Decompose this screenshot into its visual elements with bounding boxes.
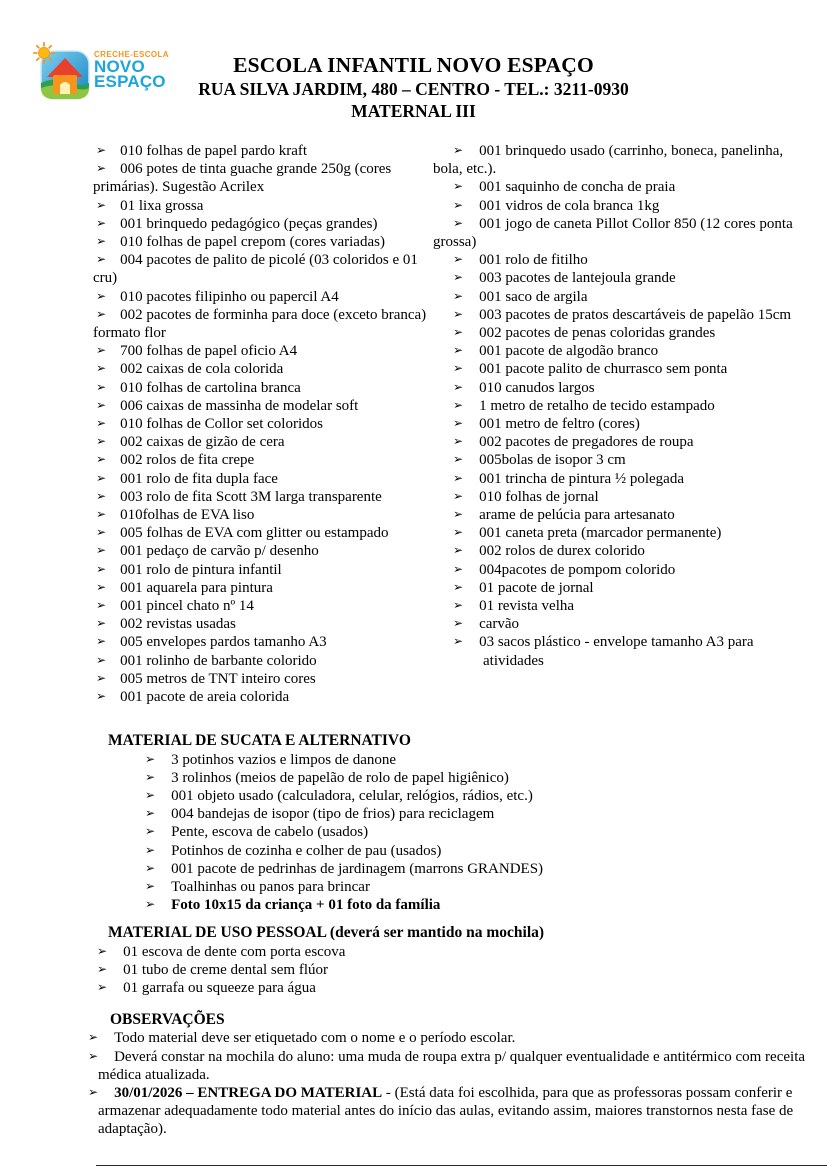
arrow-bullet-icon: ➢ (453, 543, 464, 558)
arrow-bullet-icon: ➢ (96, 343, 107, 358)
list-item-text: 002 caixas de gizão de cera (120, 434, 285, 451)
list-item-text: 010 folhas de cartolina branca (120, 379, 301, 396)
arrow-bullet-icon: ➢ (97, 961, 108, 976)
list-item (433, 251, 795, 269)
arrow-bullet-icon: ➢ (145, 806, 156, 821)
arrow-bullet-icon: ➢ (96, 543, 107, 558)
arrow-bullet-icon: ➢ (96, 306, 107, 321)
list-item-text: 3 potinhos vazios e limpos de danone (171, 751, 397, 768)
section-uso-pessoal-title: MATERIAL DE USO PESSOAL (deverá ser mantido na mochila) (108, 924, 545, 942)
list-item-text: Todo material deve ser etiquetado com o nome e o período escolar. (114, 1030, 516, 1047)
list-item (433, 415, 795, 433)
list-item (88, 1048, 813, 1084)
list-item-text: 005 folhas de EVA com glitter ou estampado (120, 525, 389, 542)
arrow-bullet-icon: ➢ (145, 860, 156, 875)
list-item (433, 433, 795, 451)
list-item-text: 001 pacote de algodão branco (479, 343, 659, 360)
list-item (433, 506, 795, 524)
list-item (93, 524, 433, 542)
arrow-bullet-icon: ➢ (145, 897, 156, 912)
arrow-bullet-icon: ➢ (453, 270, 464, 285)
list-item-text: 01 pacote de jornal (479, 579, 594, 596)
list-item-text: 006 caixas de massinha de modelar soft (120, 397, 359, 414)
arrow-bullet-icon: ➢ (453, 325, 464, 340)
list-item (433, 579, 795, 597)
list-item (433, 269, 795, 287)
list-item-text: 001 aquarela para pintura (120, 579, 273, 596)
arrow-bullet-icon: ➢ (96, 507, 107, 522)
arrow-bullet-icon: ➢ (96, 161, 107, 176)
list-item (433, 342, 795, 360)
list-item-text: 010 folhas de papel pardo kraft (120, 143, 308, 159)
arrow-bullet-icon: ➢ (453, 397, 464, 412)
arrow-bullet-icon: ➢ (453, 470, 464, 485)
logo-tagline: CRECHE-ESCOLA (94, 50, 169, 59)
list-item-text: Foto 10x15 da criança + 01 foto da família (171, 897, 441, 914)
list-item-text: 002 pacotes de forminha para doce (exceto branca) formato flor (93, 306, 427, 342)
school-logo (38, 46, 169, 102)
list-item-text: 004pacotes de pompom colorido (479, 561, 676, 578)
list-item-text: 006 potes de tinta guache grande 250g (cores primárias). Sugestão Acrilex (93, 161, 392, 196)
list-item (93, 488, 433, 506)
list-item-text: 002 revistas usadas (120, 616, 236, 633)
arrow-bullet-icon: ➢ (96, 634, 107, 649)
list-item (108, 805, 807, 823)
arrow-bullet-icon: ➢ (96, 361, 107, 376)
list-item-text: 001 rolinho de barbante colorido (120, 652, 317, 669)
list-item (433, 397, 795, 415)
list-item (108, 896, 807, 914)
list-item (93, 652, 433, 670)
list-item (95, 979, 807, 997)
logo-badge (38, 46, 90, 102)
list-item (93, 506, 433, 524)
arrow-bullet-icon: ➢ (453, 379, 464, 394)
list-item-text: 002 caixas de cola colorida (120, 361, 284, 378)
school-address: RUA SILVA JARDIM, 480 – CENTRO - TEL.: 3211-0930 (198, 79, 629, 99)
list-item-text: 001 objeto usado (calculadora, celular, relógios, rádios, etc.) (171, 787, 533, 804)
list-item-text: 002 pacotes de pregadores de roupa (479, 434, 694, 451)
list-item (93, 233, 433, 251)
arrow-bullet-icon: ➢ (453, 252, 464, 267)
arrow-bullet-icon: ➢ (453, 343, 464, 358)
list-item (433, 324, 795, 342)
arrow-bullet-icon: ➢ (453, 525, 464, 540)
list-item (108, 751, 807, 769)
list-item-text: 001 pacote de pedrinhas de jardinagem (marrons GRANDES) (171, 860, 544, 877)
list-item-text: 005 envelopes pardos tamanho A3 (120, 634, 327, 651)
section-observacoes (88, 1011, 813, 1138)
list-item-text: 001 vidros de cola branca 1kg (479, 197, 660, 214)
list-item-text: carvão (479, 616, 520, 633)
arrow-bullet-icon: ➢ (453, 179, 464, 194)
arrow-bullet-icon: ➢ (96, 579, 107, 594)
list-item (433, 451, 795, 469)
list-item-text: 003 rolo de fita Scott 3M larga transparente (120, 488, 382, 505)
list-item (108, 860, 807, 878)
list-item-text: 002 pacotes de penas coloridas grandes (479, 325, 716, 342)
list-item-text: 01 garrafa ou squeeze para água (123, 979, 316, 996)
list-item-text: 004 bandejas de isopor (tipo de frios) para reciclagem (171, 806, 495, 823)
list-item-text: 003 pacotes de pratos descartáveis de papelão 15cm (479, 306, 792, 323)
materials-left-column (93, 142, 433, 706)
arrow-bullet-icon: ➢ (453, 634, 464, 649)
list-item (108, 769, 807, 787)
materials-list (0, 142, 827, 1139)
list-item (93, 379, 433, 397)
list-item (88, 1029, 813, 1047)
arrow-bullet-icon: ➢ (453, 288, 464, 303)
list-item-text: 010folhas de EVA liso (120, 507, 255, 524)
list-item-text: 010 folhas de Collor set coloridos (120, 416, 323, 433)
list-item (433, 633, 795, 669)
list-item-text: 700 folhas de papel oficio A4 (120, 343, 298, 360)
list-item-text: 005bolas de isopor 3 cm (479, 452, 626, 469)
list-item (95, 943, 807, 961)
list-item-text: 001 trincha de pintura ½ polegada (479, 470, 684, 487)
list-item-text: 001 brinquedo usado (carrinho, boneca, panelinha, bola, etc.). (433, 143, 784, 178)
list-item (93, 342, 433, 360)
list-item (93, 251, 433, 287)
list-item (108, 823, 807, 841)
list-item-text: 01 revista velha (479, 598, 575, 615)
list-item (93, 470, 433, 488)
arrow-bullet-icon: ➢ (96, 689, 107, 704)
arrow-bullet-icon: ➢ (145, 842, 156, 857)
list-item (433, 197, 795, 215)
list-item (433, 488, 795, 506)
list-item-text: 03 sacos plástico - envelope tamanho A3 para atividades (479, 634, 754, 669)
list-item-text: 010 pacotes filipinho ou papercil A4 (120, 288, 339, 305)
list-item (433, 288, 795, 306)
list-item (93, 288, 433, 306)
list-item-text: 01 escova de dente com porta escova (123, 943, 346, 960)
list-item-text: 001 metro de feltro (cores) (479, 416, 640, 433)
arrow-bullet-icon: ➢ (96, 616, 107, 631)
section-uso-pessoal-items (95, 943, 807, 998)
arrow-bullet-icon: ➢ (96, 652, 107, 667)
arrow-bullet-icon: ➢ (453, 616, 464, 631)
section-sucata-items (108, 751, 807, 915)
section-sucata-title: MATERIAL DE SUCATA E ALTERNATIVO (108, 732, 411, 750)
arrow-bullet-icon: ➢ (88, 1030, 99, 1045)
list-item-text: Potinhos de cozinha e colher de pau (usados) (171, 842, 442, 859)
list-item-text: 001 pacote de areia colorida (120, 689, 290, 706)
section-uso-pessoal (95, 924, 827, 997)
list-item (93, 615, 433, 633)
list-item (433, 142, 795, 178)
list-item (108, 787, 807, 805)
list-item (93, 360, 433, 378)
list-item-text: 01 tubo de creme dental sem flúor (123, 961, 328, 978)
arrow-bullet-icon: ➢ (145, 787, 156, 802)
list-item-text: 001 jogo de caneta Pillot Collor 850 (12 cores ponta grossa) (433, 215, 793, 251)
arrow-bullet-icon: ➢ (96, 197, 107, 212)
arrow-bullet-icon: ➢ (453, 215, 464, 230)
arrow-bullet-icon: ➢ (453, 197, 464, 212)
list-item-text: 010 folhas de jornal (479, 488, 599, 505)
list-item (93, 433, 433, 451)
arrow-bullet-icon: ➢ (145, 769, 156, 784)
arrow-bullet-icon: ➢ (453, 416, 464, 431)
list-item-text: 001 rolo de fitilho (479, 252, 588, 269)
list-item-text: 010 canudos largos (479, 379, 595, 396)
list-item (433, 542, 795, 560)
list-item (93, 142, 433, 160)
list-item-text: 001 saco de argila (479, 288, 588, 305)
list-item (93, 542, 433, 560)
arrow-bullet-icon: ➢ (96, 234, 107, 249)
list-item (93, 160, 433, 196)
list-item-text: 001 caneta preta (marcador permanente) (479, 525, 722, 542)
list-item (93, 306, 433, 342)
arrow-bullet-icon: ➢ (453, 598, 464, 613)
list-item-text: 003 pacotes de lantejoula grande (479, 270, 676, 287)
logo-text (94, 46, 169, 89)
list-item (433, 597, 795, 615)
page-bottom-rule (96, 1165, 827, 1166)
section-observacoes-items (88, 1029, 813, 1138)
list-item (93, 670, 433, 688)
list-item (108, 878, 807, 896)
materials-right-column (433, 142, 795, 706)
list-item-text: 001 rolo de fita dupla face (120, 470, 278, 487)
list-item (93, 579, 433, 597)
arrow-bullet-icon: ➢ (453, 507, 464, 522)
list-item-text: 001 pedaço de carvão p/ desenho (120, 543, 319, 560)
section-sucata (108, 732, 827, 914)
list-item (433, 561, 795, 579)
list-item-text: 001 brinquedo pedagógico (peças grandes) (120, 215, 378, 232)
list-item (433, 215, 795, 251)
list-item-text: 001 pincel chato nº 14 (120, 598, 254, 615)
list-item-text: Deverá constar na mochila do aluno: uma muda de roupa extra p/ qualquer eventualidade e antitérmico com receita médica atualizada. (98, 1048, 806, 1083)
materials-columns (0, 142, 827, 706)
list-item-text: 01 lixa grossa (120, 197, 204, 214)
list-item-text: Toalhinhas ou panos para brincar (171, 878, 370, 895)
arrow-bullet-icon: ➢ (96, 488, 107, 503)
arrow-bullet-icon: ➢ (96, 379, 107, 394)
arrow-bullet-icon: ➢ (145, 824, 156, 839)
list-item-text: 004 pacotes de palito de picolé (03 coloridos e 01 cru) (93, 252, 418, 287)
list-item (433, 178, 795, 196)
arrow-bullet-icon: ➢ (97, 943, 108, 958)
arrow-bullet-icon: ➢ (88, 1048, 99, 1063)
list-item (93, 561, 433, 579)
list-item (93, 215, 433, 233)
section-observacoes-title: OBSERVAÇÕES (110, 1011, 225, 1029)
list-item-text: 3 rolinhos (meios de papelão de rolo de papel higiênico) (171, 769, 509, 786)
arrow-bullet-icon: ➢ (96, 143, 107, 157)
arrow-bullet-icon: ➢ (97, 979, 108, 994)
list-item-text: 010 folhas de papel crepom (cores variadas) (120, 234, 385, 251)
arrow-bullet-icon: ➢ (96, 670, 107, 685)
arrow-bullet-icon: ➢ (145, 878, 156, 893)
arrow-bullet-icon: ➢ (96, 598, 107, 613)
list-item (95, 961, 807, 979)
arrow-bullet-icon: ➢ (96, 561, 107, 576)
list-item-text: arame de pelúcia para artesanato (479, 507, 675, 524)
arrow-bullet-icon: ➢ (453, 561, 464, 576)
list-item (88, 1084, 813, 1139)
list-item (93, 197, 433, 215)
school-title: ESCOLA INFANTIL NOVO ESPAÇO (233, 53, 594, 77)
class-name: MATERNAL III (351, 101, 476, 121)
arrow-bullet-icon: ➢ (96, 525, 107, 540)
list-item (108, 842, 807, 860)
arrow-bullet-icon: ➢ (453, 434, 464, 449)
arrow-bullet-icon: ➢ (453, 452, 464, 467)
arrow-bullet-icon: ➢ (453, 143, 464, 157)
list-item (433, 360, 795, 378)
arrow-bullet-icon: ➢ (96, 470, 107, 485)
arrow-bullet-icon: ➢ (96, 215, 107, 230)
arrow-bullet-icon: ➢ (96, 288, 107, 303)
list-item (433, 615, 795, 633)
arrow-bullet-icon: ➢ (88, 1084, 99, 1099)
list-item (93, 688, 433, 706)
arrow-bullet-icon: ➢ (96, 397, 107, 412)
list-item-text: 001 pacote palito de churrasco sem ponta (479, 361, 728, 378)
list-item (93, 633, 433, 651)
list-item (93, 415, 433, 433)
arrow-bullet-icon: ➢ (453, 579, 464, 594)
list-item-text: 005 metros de TNT inteiro cores (120, 670, 316, 687)
list-item (433, 306, 795, 324)
list-item-text: 002 rolos de fita crepe (120, 452, 255, 469)
list-item-text: 1 metro de retalho de tecido estampado (479, 397, 715, 414)
list-item-text: 002 rolos de durex colorido (479, 543, 645, 560)
list-item-text: Pente, escova de cabelo (usados) (171, 824, 369, 841)
arrow-bullet-icon: ➢ (145, 751, 156, 766)
list-item (93, 397, 433, 415)
list-item-text: 001 saquinho de concha de praia (479, 179, 676, 196)
logo-name-line2: ESPAÇO (94, 72, 166, 91)
list-item (93, 451, 433, 469)
arrow-bullet-icon: ➢ (96, 252, 107, 267)
list-item (433, 379, 795, 397)
list-item (93, 597, 433, 615)
arrow-bullet-icon: ➢ (453, 306, 464, 321)
arrow-bullet-icon: ➢ (453, 361, 464, 376)
logo-name-line1: NOVO (94, 57, 145, 76)
arrow-bullet-icon: ➢ (96, 434, 107, 449)
arrow-bullet-icon: ➢ (453, 488, 464, 503)
list-item-text: 001 rolo de pintura infantil (120, 561, 282, 578)
list-item (433, 470, 795, 488)
list-item (433, 524, 795, 542)
sun-icon (33, 42, 55, 64)
list-item-text: 30/01/2026 – ENTREGA DO MATERIAL - (Está data foi escolhida, para que as professoras possam conferir e armazenar adequadamente todo material antes do início das aulas, evitando assim, maiores transtornos nesta fase de adaptação). (98, 1084, 794, 1138)
arrow-bullet-icon: ➢ (96, 416, 107, 431)
arrow-bullet-icon: ➢ (96, 452, 107, 467)
